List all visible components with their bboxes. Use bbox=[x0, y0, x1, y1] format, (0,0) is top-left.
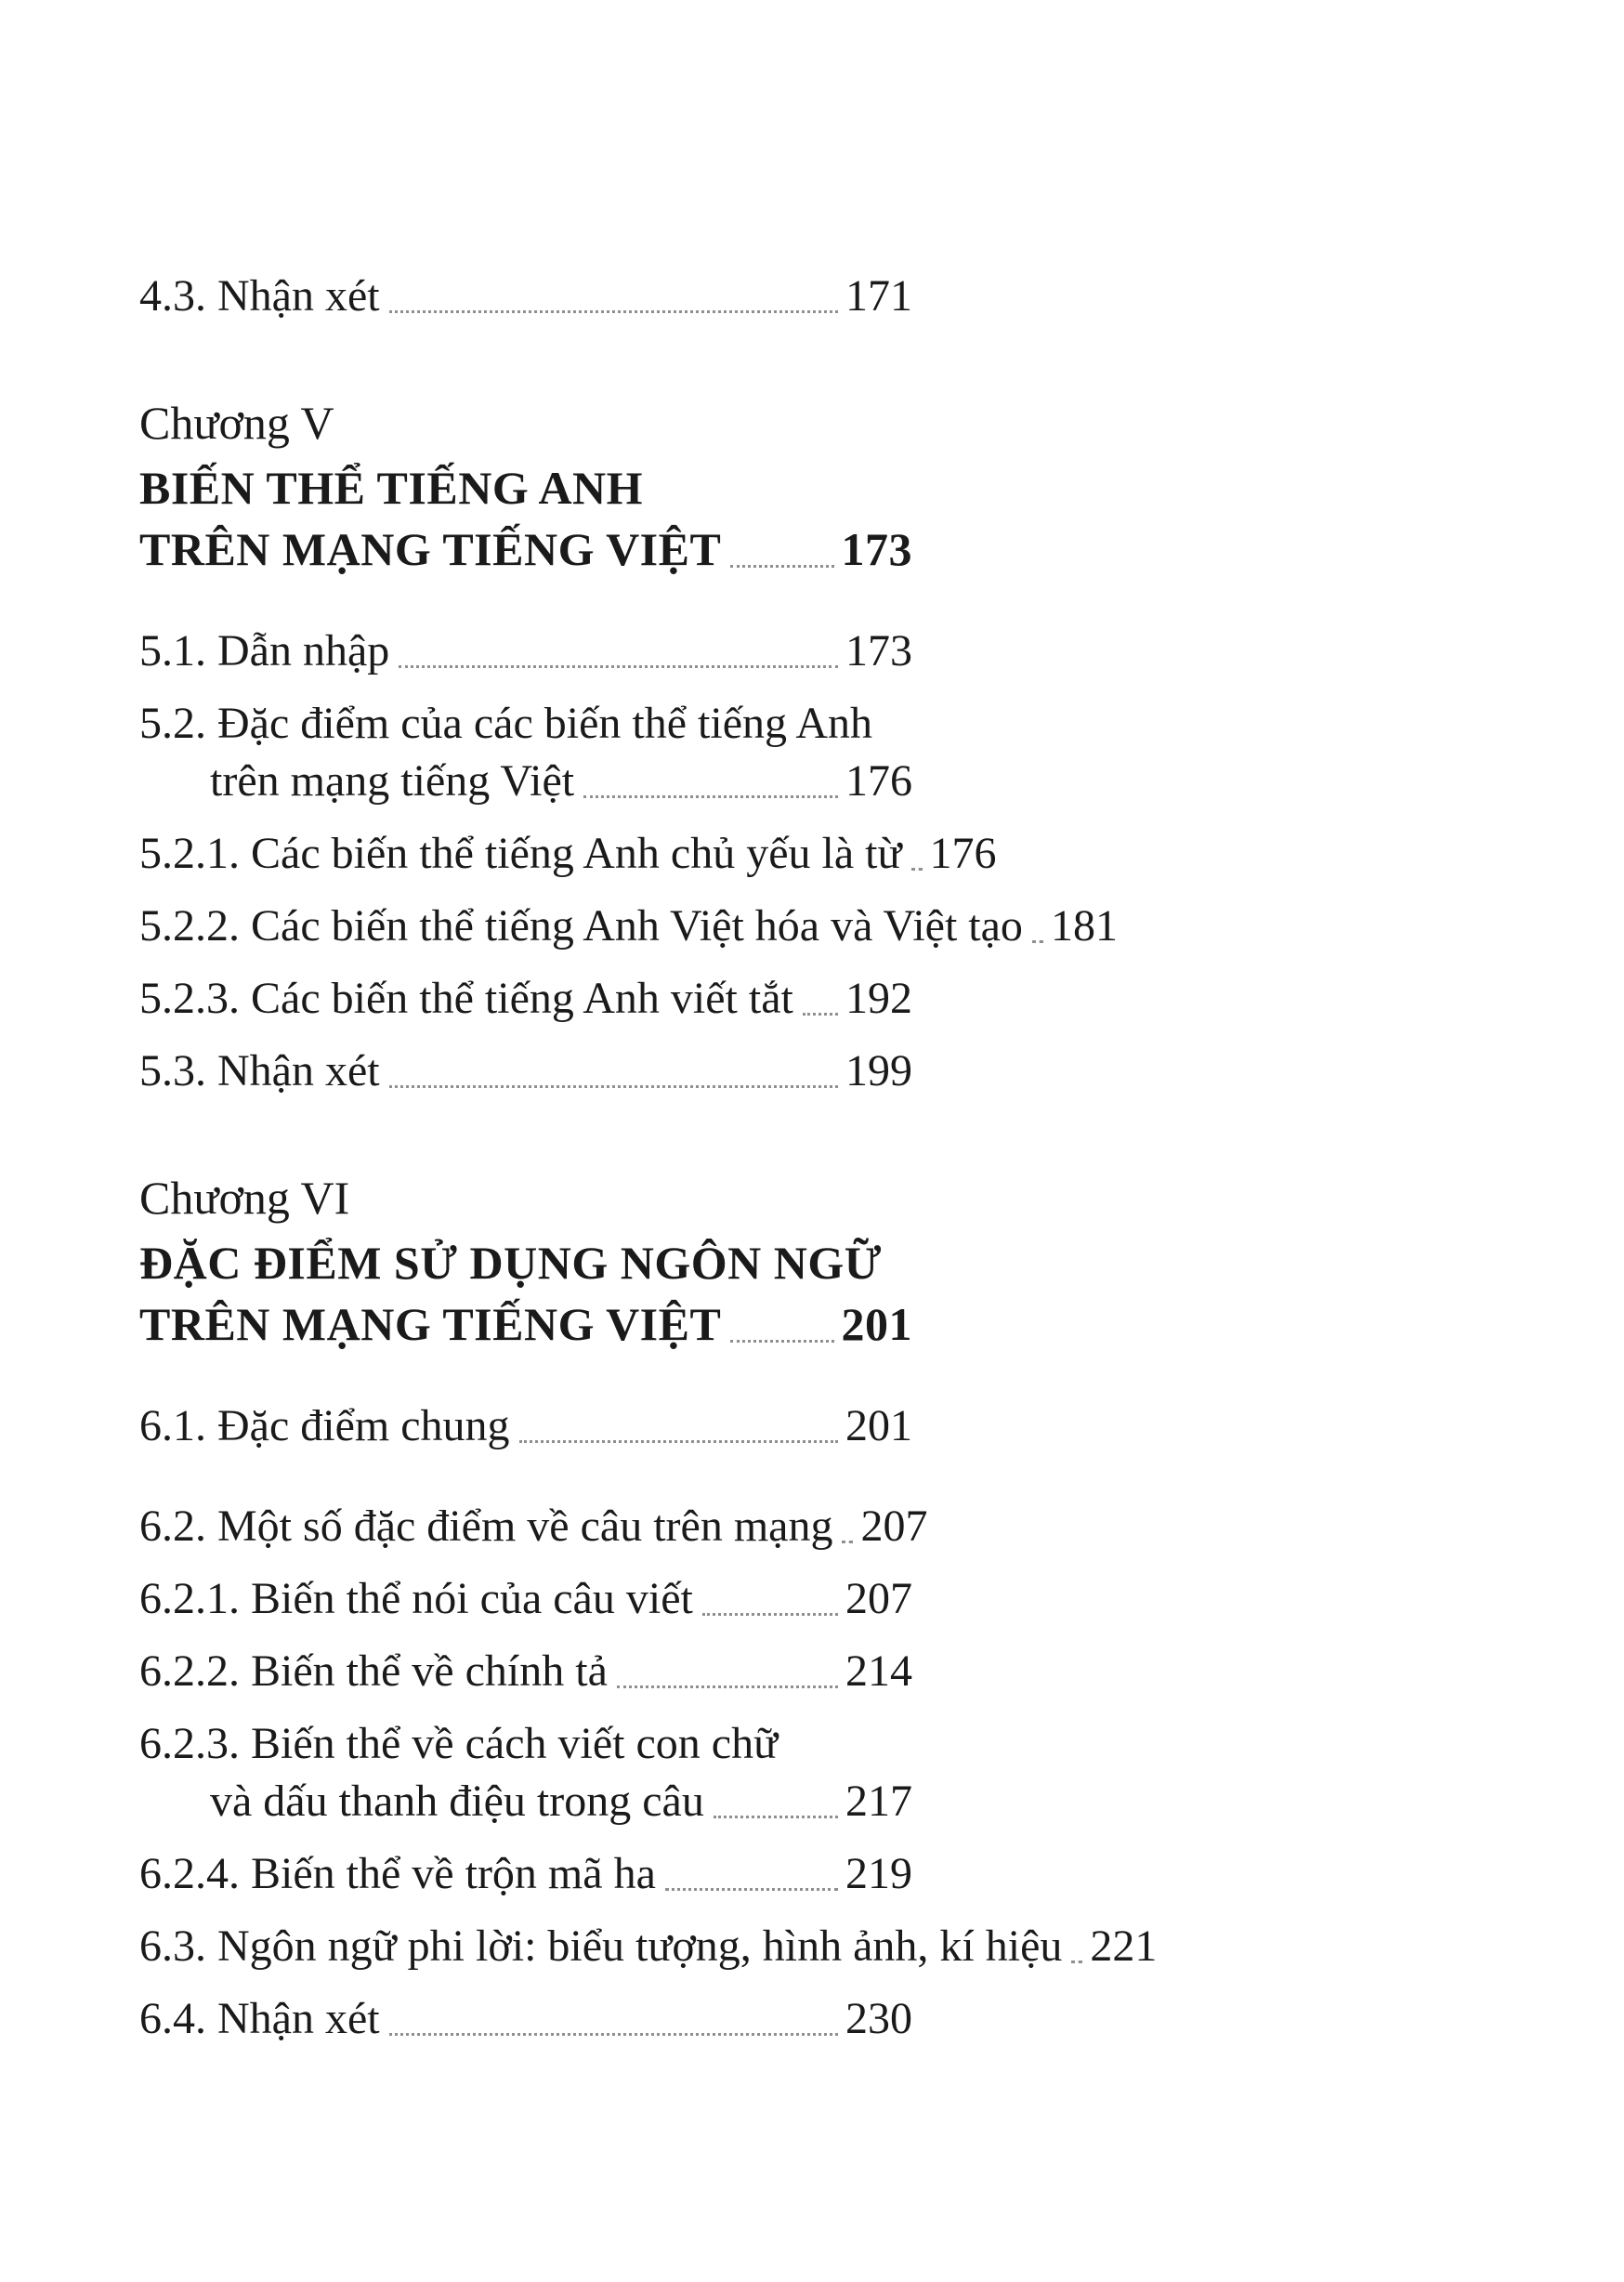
toc-item bbox=[139, 1643, 912, 1700]
toc-entry-text: TRÊN MẠNG TIẾNG VIỆT bbox=[139, 523, 722, 575]
toc-entry-text: 6.2. Một số đặc điểm về câu trên mạng bbox=[139, 1502, 833, 1551]
page-number: 181 bbox=[1050, 901, 1118, 951]
page-number: 230 bbox=[845, 1994, 912, 2043]
dotted-leader bbox=[730, 1340, 833, 1343]
dotted-leader bbox=[730, 565, 833, 568]
toc-item-line bbox=[139, 970, 912, 1028]
dotted-leader bbox=[389, 310, 838, 313]
dotted-leader bbox=[714, 1816, 838, 1818]
toc-item bbox=[139, 623, 912, 680]
dotted-leader bbox=[399, 665, 838, 668]
toc-item bbox=[139, 1845, 912, 1903]
toc-item-line bbox=[139, 1643, 912, 1700]
page-number: 171 bbox=[845, 271, 912, 321]
toc-item-line bbox=[139, 898, 1118, 955]
dotted-leader bbox=[1032, 940, 1043, 943]
toc-item bbox=[139, 1990, 912, 2048]
page-number: 221 bbox=[1090, 1921, 1158, 1971]
chapter-title-line bbox=[139, 1232, 912, 1293]
page-number: 176 bbox=[845, 756, 912, 806]
page-number: 207 bbox=[860, 1502, 928, 1551]
toc-item-line bbox=[139, 1990, 912, 2048]
toc-item bbox=[139, 1043, 912, 1100]
toc-item bbox=[139, 1570, 912, 1628]
page-number: 217 bbox=[845, 1777, 912, 1826]
toc-item-line bbox=[139, 1845, 912, 1903]
toc-entry-text: 5.2.1. Các biến thể tiếng Anh chủ yếu là từ bbox=[139, 829, 902, 878]
chapter-label-line bbox=[139, 1167, 912, 1228]
toc-entry-text: 5.1. Dẫn nhập bbox=[139, 626, 390, 675]
page-number: 176 bbox=[929, 829, 997, 878]
page-number: 173 bbox=[841, 523, 912, 575]
page-number: 214 bbox=[845, 1646, 912, 1696]
toc-item-line bbox=[139, 268, 912, 325]
toc-item-line bbox=[139, 1397, 912, 1455]
toc-list bbox=[139, 268, 1158, 2063]
toc-item bbox=[139, 268, 912, 325]
toc-item bbox=[139, 695, 912, 810]
dotted-leader bbox=[389, 1085, 838, 1088]
toc-entry-text: 5.2. Đặc điểm của các biến thể tiếng Anh bbox=[139, 699, 873, 748]
toc-item-line bbox=[139, 1918, 1158, 1975]
toc-entry-text: Chương V bbox=[139, 397, 334, 449]
toc-entry-text: 6.1. Đặc điểm chung bbox=[139, 1401, 510, 1450]
toc-entry-text: và dấu thanh điệu trong câu bbox=[210, 1777, 704, 1826]
toc-entry-text: Chương VI bbox=[139, 1172, 350, 1224]
toc-item bbox=[139, 1498, 928, 1555]
toc-item-line bbox=[139, 1498, 928, 1555]
chapter-label-line bbox=[139, 392, 912, 453]
page-number: 199 bbox=[845, 1046, 912, 1095]
dotted-leader bbox=[911, 868, 923, 871]
toc-chapter bbox=[139, 1167, 912, 1355]
toc-item-line bbox=[139, 623, 912, 680]
toc-item bbox=[139, 1397, 912, 1455]
page-number: 201 bbox=[841, 1298, 912, 1350]
dotted-leader bbox=[583, 795, 838, 798]
toc-entry-text: 5.3. Nhận xét bbox=[139, 1046, 380, 1095]
toc-entry-text: 6.2.1. Biến thể nói của câu viết bbox=[139, 1574, 693, 1623]
toc-item-line bbox=[139, 825, 997, 883]
toc-entry-text: TRÊN MẠNG TIẾNG VIỆT bbox=[139, 1298, 722, 1350]
toc-item-line bbox=[139, 1570, 912, 1628]
toc-item-line bbox=[139, 695, 912, 753]
toc-entry-text: ĐẶC ĐIỂM SỬ DỤNG NGÔN NGỮ bbox=[139, 1237, 883, 1289]
toc-entry-text: trên mạng tiếng Việt bbox=[210, 756, 575, 806]
dotted-leader bbox=[665, 1888, 838, 1891]
dotted-leader bbox=[519, 1440, 838, 1443]
chapter-title-line bbox=[139, 518, 912, 580]
chapter-title-line bbox=[139, 1293, 912, 1355]
page-number: 219 bbox=[845, 1849, 912, 1898]
toc-item bbox=[139, 898, 1118, 955]
page-number: 201 bbox=[845, 1401, 912, 1450]
dotted-leader bbox=[702, 1613, 838, 1616]
toc-item bbox=[139, 1715, 912, 1830]
toc-entry-text: 5.2.2. Các biến thể tiếng Anh Việt hóa và Việt tạo bbox=[139, 901, 1023, 951]
dotted-leader bbox=[842, 1541, 853, 1543]
toc-item-line bbox=[139, 1715, 912, 1773]
toc-entry-text: BIẾN THỂ TIẾNG ANH bbox=[139, 462, 644, 514]
toc-entry-text: 6.4. Nhận xét bbox=[139, 1994, 380, 2043]
dotted-leader bbox=[803, 1013, 838, 1016]
chapter-title-line bbox=[139, 457, 912, 518]
dotted-leader bbox=[1071, 1961, 1082, 1963]
toc-chapter bbox=[139, 392, 912, 580]
toc-item bbox=[139, 825, 997, 883]
toc-entry-text: 6.2.3. Biến thể về cách viết con chữ bbox=[139, 1719, 779, 1768]
toc-item-line bbox=[139, 1043, 912, 1100]
toc-item bbox=[139, 1918, 1158, 1975]
toc-item bbox=[139, 970, 912, 1028]
toc-entry-text: 6.2.4. Biến thể về trộn mã ha bbox=[139, 1849, 656, 1898]
toc-item-line bbox=[139, 753, 912, 810]
toc-entry-text: 6.3. Ngôn ngữ phi lời: biểu tượng, hình ảnh, kí hiệu bbox=[139, 1921, 1063, 1971]
page-number: 173 bbox=[845, 626, 912, 675]
dotted-leader bbox=[389, 2033, 838, 2036]
toc-entry-text: 6.2.2. Biến thể về chính tả bbox=[139, 1646, 608, 1696]
toc-entry-text: 5.2.3. Các biến thể tiếng Anh viết tắt bbox=[139, 974, 793, 1023]
toc-item-line bbox=[139, 1773, 912, 1830]
page-number: 207 bbox=[845, 1574, 912, 1623]
dotted-leader bbox=[617, 1685, 838, 1688]
page-number: 192 bbox=[845, 974, 912, 1023]
toc-entry-text: 4.3. Nhận xét bbox=[139, 271, 380, 321]
